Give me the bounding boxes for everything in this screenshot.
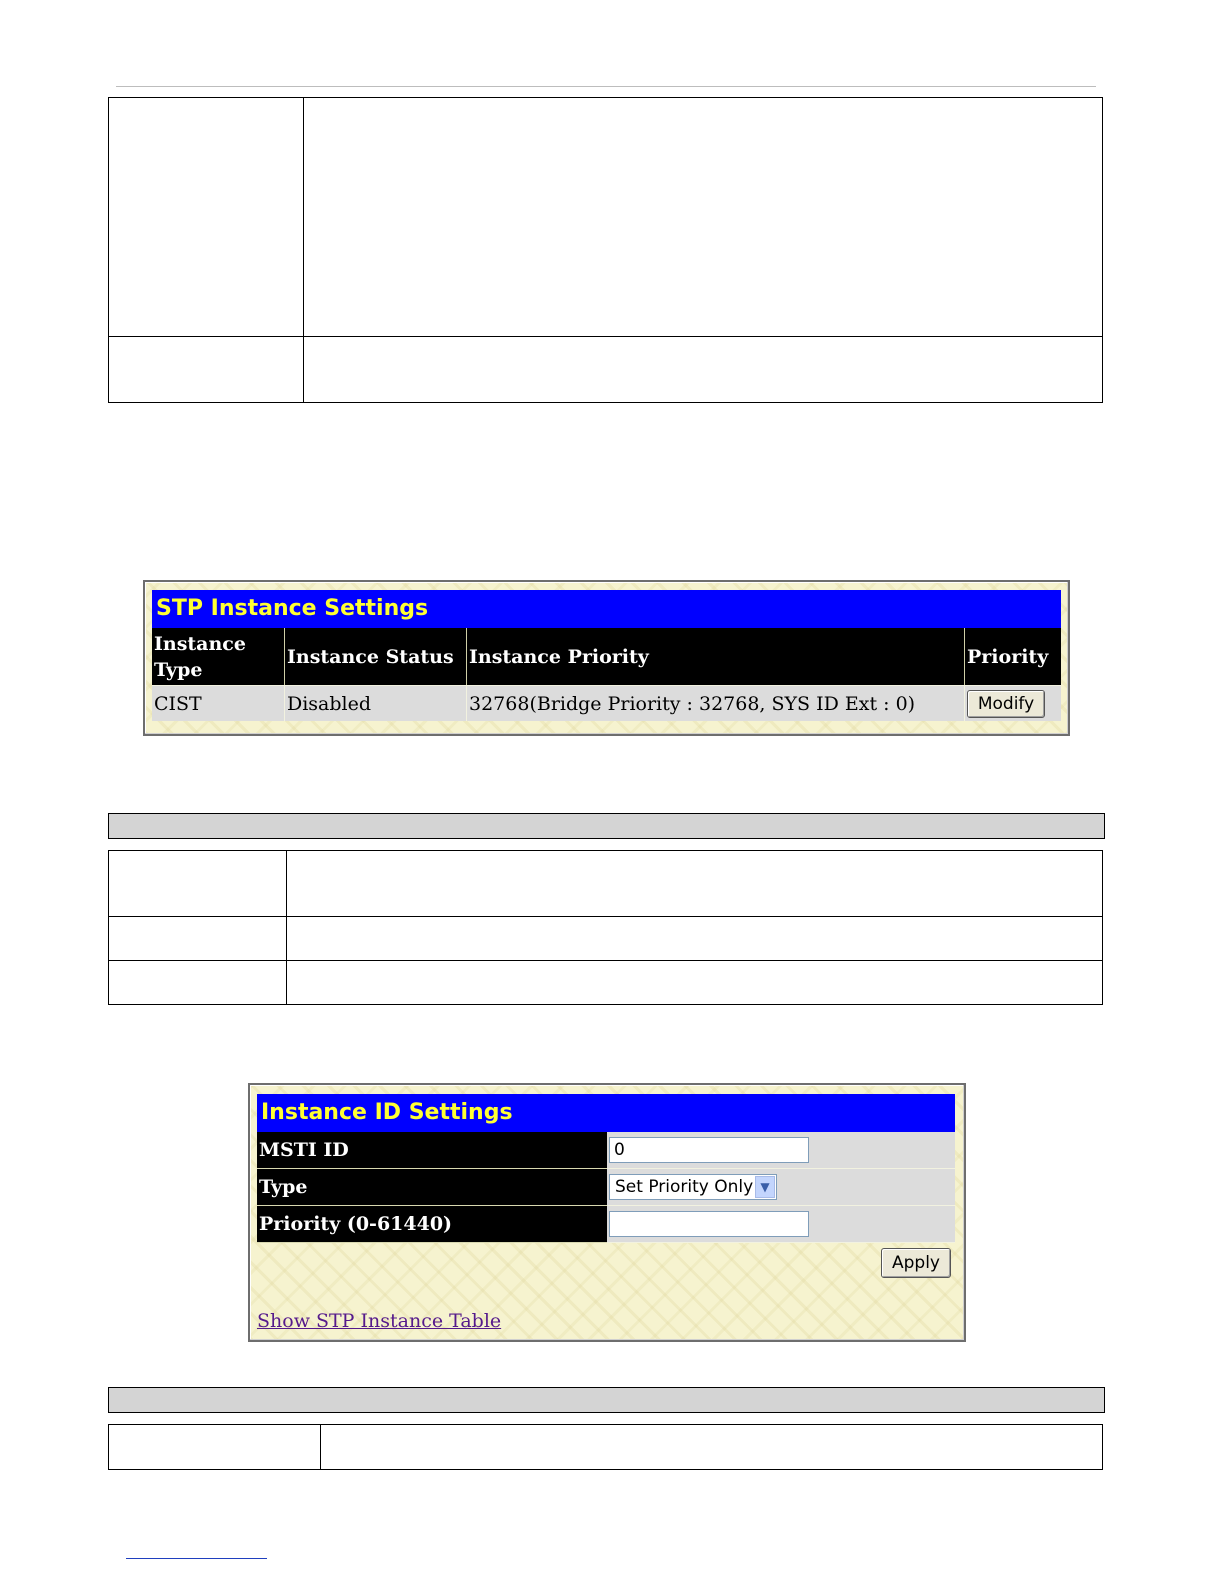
table-caption-bar bbox=[108, 1387, 1105, 1413]
column-header-instance-type bbox=[152, 628, 285, 685]
type-select[interactable] bbox=[609, 1174, 777, 1200]
panel-title: STP Instance Settings bbox=[152, 590, 1061, 628]
table-cell bbox=[109, 337, 304, 403]
apply-button[interactable]: Apply bbox=[881, 1248, 951, 1278]
msti-id-input[interactable] bbox=[609, 1137, 809, 1163]
table-cell bbox=[109, 851, 287, 917]
header-rule bbox=[116, 86, 1096, 87]
header-text: Instance bbox=[154, 632, 246, 655]
stp-instance-settings-panel bbox=[143, 580, 1070, 736]
table-row bbox=[152, 685, 1061, 721]
column-header-instance-status: Instance Status bbox=[285, 628, 467, 685]
chevron-down-icon[interactable]: ▼ bbox=[755, 1176, 775, 1198]
description-table-bottom bbox=[108, 1424, 1103, 1470]
msti-id-label: MSTI ID bbox=[257, 1132, 607, 1169]
cell-instance-type: CIST bbox=[152, 685, 285, 721]
table-cell bbox=[287, 961, 1103, 1005]
table-cell bbox=[109, 98, 304, 337]
show-stp-instance-table-link[interactable]: Show STP Instance Table bbox=[257, 1310, 502, 1332]
instance-id-settings-panel bbox=[248, 1083, 966, 1342]
table-cell bbox=[287, 851, 1103, 917]
cell-instance-status: Disabled bbox=[285, 685, 467, 721]
column-header-instance-priority: Instance Priority bbox=[467, 628, 965, 685]
column-header-priority: Priority bbox=[965, 628, 1061, 685]
modify-button[interactable]: Modify bbox=[967, 690, 1045, 718]
type-select-value: Set Priority Only bbox=[615, 1177, 754, 1197]
table-cell bbox=[287, 917, 1103, 961]
table-cell bbox=[321, 1425, 1103, 1470]
table-cell bbox=[304, 337, 1103, 403]
priority-cell bbox=[607, 1206, 955, 1243]
table-caption-bar bbox=[108, 813, 1105, 839]
cell-priority-action bbox=[965, 685, 1061, 721]
footer-rule bbox=[126, 1558, 267, 1559]
cell-instance-priority: 32768(Bridge Priority : 32768, SYS ID Ext : 0) bbox=[467, 685, 965, 721]
type-cell bbox=[607, 1169, 955, 1206]
type-label: Type bbox=[257, 1169, 607, 1206]
panel-title: Instance ID Settings bbox=[257, 1094, 955, 1132]
table-cell bbox=[109, 961, 287, 1005]
description-table-middle bbox=[108, 850, 1103, 1005]
table-cell bbox=[109, 1425, 321, 1470]
priority-label: Priority (0-61440) bbox=[257, 1206, 607, 1243]
stp-instance-table bbox=[152, 628, 1061, 721]
table-cell bbox=[109, 917, 287, 961]
description-table-top bbox=[108, 97, 1103, 403]
msti-id-cell bbox=[607, 1132, 955, 1169]
instance-id-form bbox=[257, 1132, 955, 1243]
header-text: Type bbox=[154, 658, 203, 681]
priority-input[interactable] bbox=[609, 1211, 809, 1237]
table-cell bbox=[304, 98, 1103, 337]
